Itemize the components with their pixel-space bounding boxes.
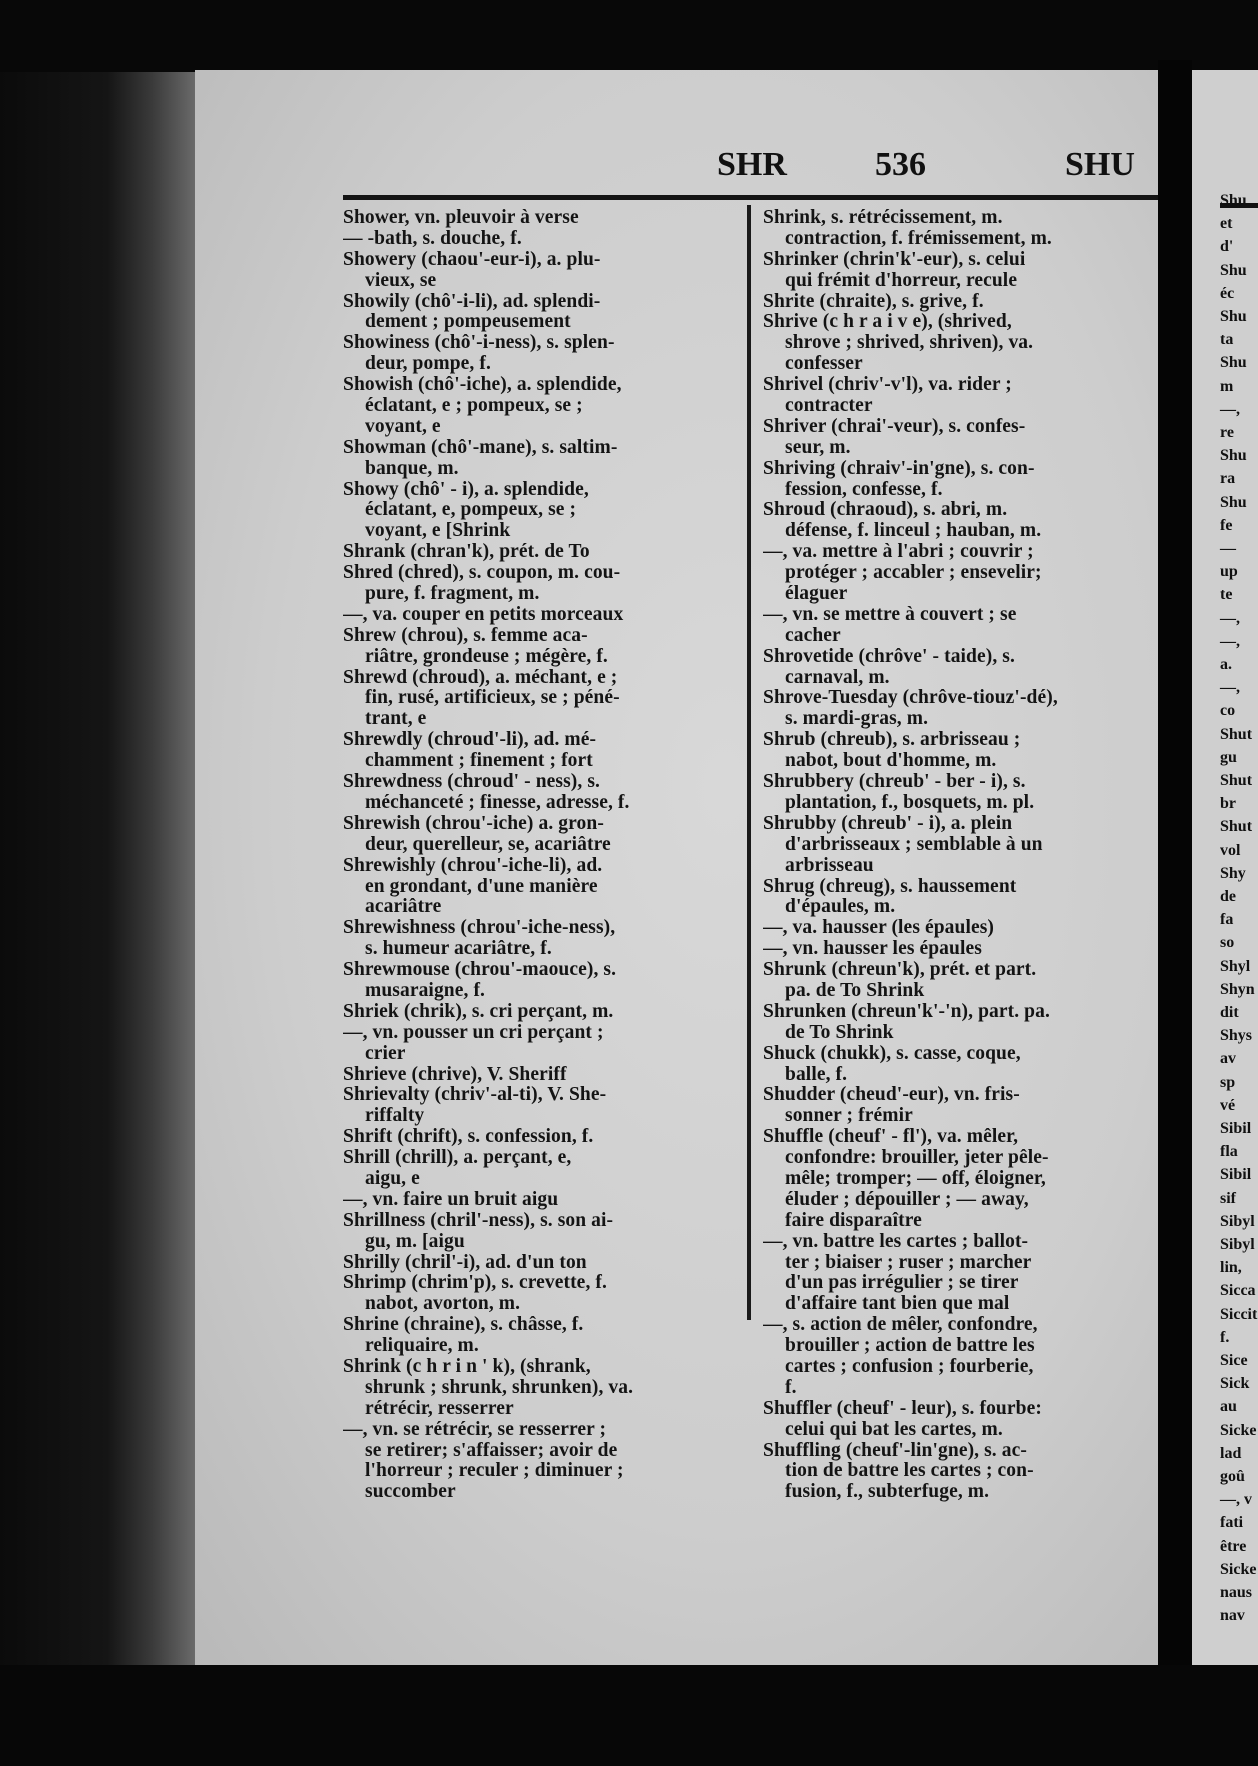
entry-line: Shrivel (chriv'-v'l), va. rider ; [763, 375, 1012, 396]
entry-line: deur, querelleur, se, acariâtre [365, 834, 611, 855]
dictionary-page [195, 70, 1158, 1665]
next-page-entry-stub: f. [1220, 1328, 1230, 1346]
next-page-entry-stub: Shu [1220, 261, 1247, 279]
scan-border-top [0, 0, 1258, 72]
entry-line: voyant, e [365, 416, 441, 437]
entry-line: f. [785, 1377, 797, 1398]
entry-line: Shrink (c h r i n ' k), (shrank, [343, 1356, 591, 1377]
entry-line: Shrunken (chreun'k'-'n), part. pa. [763, 1001, 1050, 1022]
entry-line: deur, pompe, f. [365, 354, 491, 375]
next-page-entry-stub: up [1220, 563, 1238, 581]
next-page-entry-stub: Shu [1220, 354, 1247, 372]
next-page-entry-stub: Siccit [1220, 1305, 1258, 1323]
entry-line: —, vn. hausser les épaules [763, 939, 982, 960]
entry-line: éluder ; dépouiller ; — away, [785, 1189, 1029, 1210]
next-page-entry-stub: nav [1220, 1607, 1245, 1625]
entry-line: gu, m. [aigu [365, 1231, 465, 1252]
entry-line: voyant, e [Shrink [365, 521, 511, 542]
entry-line: Shuffling (cheuf'-lin'gne), s. ac- [763, 1440, 1027, 1461]
next-page-entry-stub: Sick [1220, 1375, 1250, 1393]
entry-line: Shrite (chraite), s. grive, f. [763, 291, 984, 312]
next-page-entry-stub: Shut [1220, 772, 1253, 789]
entry-line: Shrine (chraine), s. châsse, f. [343, 1315, 584, 1336]
next-page-entry-stub: a. [1220, 656, 1232, 673]
next-page-entry-stub: Shu [1220, 192, 1247, 209]
entry-line: Showily (chô'-i-li), ad. splendi- [343, 291, 601, 312]
entry-line: carnaval, m. [785, 667, 890, 688]
entry-line: shrove ; shrived, shriven), va. [785, 333, 1034, 354]
next-page-entry-stub: fe [1220, 516, 1233, 534]
entry-line: Shrift (chrift), s. confession, f. [343, 1127, 594, 1148]
next-page-entry-stub: Shyl [1220, 957, 1251, 975]
entry-line: Shrove-Tuesday (chrôve-tiouz'-dé), [763, 688, 1058, 709]
next-page-entry-stub: —, [1220, 400, 1240, 418]
entry-line: Showery (chaou'-eur-i), a. plu- [343, 249, 601, 270]
next-page-entry-stub: Shu [1220, 447, 1247, 465]
entry-line: Shrunk (chreun'k), prét. et part. [763, 960, 1037, 981]
next-page-entry-stub: —, [1220, 632, 1240, 650]
entry-line: Shriver (chrai'-veur), s. confes- [763, 416, 1026, 437]
next-page-entry-stub: naus [1220, 1584, 1253, 1601]
next-page-entry-stub: ra [1220, 470, 1236, 488]
left-column [343, 208, 733, 1503]
entry-line: méchanceté ; finesse, adresse, f. [365, 792, 630, 813]
next-page-entry-stub: re [1220, 424, 1234, 441]
next-page-entry-stub: éc [1220, 284, 1235, 302]
entry-line: riffalty [365, 1106, 425, 1127]
entry-line: Shrievalty (chriv'-al-ti), V. She- [343, 1085, 607, 1106]
entry-line: acariâtre [365, 897, 442, 918]
entry-line: —, s. action de mêler, confondre, [763, 1315, 1038, 1336]
entry-line: Shrewdly (chroud'-li), ad. mé- [343, 730, 597, 751]
entry-line: éclatant, e ; pompeux, se ; [365, 396, 583, 417]
entry-line: l'horreur ; reculer ; diminuer ; [365, 1461, 624, 1482]
entry-line: aigu, e [365, 1168, 420, 1189]
next-page-entry-stub: br [1220, 795, 1236, 813]
entry-line: contraction, f. frémissement, m. [785, 228, 1052, 249]
entry-line: Showman (chô'-mane), s. saltim- [343, 437, 618, 458]
scan-border-bottom [0, 1665, 1258, 1766]
next-page-entry-stub: être [1220, 1537, 1247, 1555]
entry-line: succomber [365, 1482, 456, 1503]
running-head-left-guide-word: SHR [717, 146, 787, 183]
next-page-entry-stub: Sibil [1220, 1166, 1252, 1184]
entry-line: sonner ; frémir [785, 1106, 913, 1127]
entry-line: —, vn. se mettre à couvert ; se [763, 604, 1017, 625]
entry-line: Showish (chô'-iche), a. splendide, [343, 375, 622, 396]
entry-line: —, vn. se rétrécir, se resserrer ; [343, 1419, 607, 1440]
entry-line: d'affaire tant bien que mal [785, 1294, 1010, 1315]
entry-line: —, vn. faire un bruit aigu [343, 1189, 559, 1210]
entry-line: banque, m. [365, 458, 459, 479]
entry-line: pa. de To Shrink [785, 980, 925, 1001]
entry-line: fusion, f., subterfuge, m. [785, 1482, 990, 1503]
entry-line: brouiller ; action de battre les [785, 1336, 1035, 1357]
entry-line: éclatant, e, pompeux, se ; [365, 500, 577, 521]
next-page-entry-stub: Sibyl [1220, 1212, 1255, 1230]
next-page-entry-stub: d' [1220, 238, 1234, 256]
entry-line: musaraigne, f. [365, 980, 486, 1001]
entry-line: Shuck (chukk), s. casse, coque, [763, 1043, 1021, 1064]
entry-line: Shrewd (chroud), a. méchant, e ; [343, 667, 618, 688]
next-page-entry-stub: —, [1220, 609, 1240, 627]
running-head [345, 146, 1145, 186]
entry-line: rétrécir, resserrer [365, 1398, 514, 1419]
next-page-entry-stub: —, v [1220, 1491, 1252, 1509]
next-page-entry-stub: Shy [1220, 864, 1246, 882]
entry-line: Shrewishness (chrou'-iche-ness), [343, 918, 616, 939]
entry-line: Shrieve (chrive), V. Sheriff [343, 1064, 567, 1085]
entry-line: se retirer; s'affaisser; avoir de [365, 1440, 618, 1461]
entry-line: Shrimp (chrim'p), s. crevette, f. [343, 1273, 607, 1294]
entry-line: contracter [785, 396, 873, 417]
page-number: 536 [875, 146, 926, 183]
entry-line: défense, f. linceul ; hauban, m. [785, 521, 1042, 542]
entry-line: confondre: brouiller, jeter pêle- [785, 1148, 1049, 1169]
book-gutter [1158, 60, 1192, 1766]
entry-line: shrunk ; shrunk, shrunken), va. [365, 1377, 634, 1398]
entry-line: balle, f. [785, 1064, 848, 1085]
entry-line: plantation, f., bosquets, m. pl. [785, 792, 1035, 813]
next-page-entry-stub: so [1220, 934, 1235, 952]
next-page-entry-stub: Sicke [1220, 1421, 1257, 1439]
entry-line: d'un pas irrégulier ; se tirer [785, 1273, 1019, 1294]
next-page-entry-stub: et [1220, 215, 1233, 233]
entry-line: Shudder (cheud'-eur), vn. fris- [763, 1085, 1020, 1106]
entry-line: Shriving (chraiv'-in'gne), s. con- [763, 458, 1035, 479]
next-page-entry-stub: vé [1220, 1096, 1236, 1114]
entry-line: Shrewdness (chroud' - ness), s. [343, 772, 601, 793]
running-head-right-guide-word: SHU [1065, 146, 1135, 183]
entry-line: crier [365, 1043, 406, 1064]
entry-line: vieux, se [365, 270, 437, 291]
entry-line: Shrewishly (chrou'-iche-li), ad. [343, 855, 603, 876]
entry-line: de To Shrink [785, 1022, 894, 1043]
entry-line: Shrub (chreub), s. arbrisseau ; [763, 730, 1021, 751]
entry-line: Shuffler (cheuf' - leur), s. fourbe: [763, 1398, 1042, 1419]
next-page-entry-stub: Sicca [1220, 1282, 1256, 1300]
next-page-entry-stub: sp [1220, 1073, 1236, 1091]
next-page-entry-stub: —, [1220, 679, 1240, 697]
entry-line: fession, confesse, f. [785, 479, 943, 500]
entry-line: d'épaules, m. [785, 897, 896, 918]
next-page-entry-stub: Shut [1220, 818, 1253, 836]
entry-line: en grondant, d'une manière [365, 876, 598, 897]
entry-line: faire disparaître [785, 1210, 922, 1231]
entry-line: Showy (chô' - i), a. splendide, [343, 479, 589, 500]
entry-line: Shriek (chrik), s. cri perçant, m. [343, 1001, 614, 1022]
entry-line: — -bath, s. douche, f. [343, 228, 522, 249]
entry-line: Shrilly (chril'-i), ad. d'un ton [343, 1252, 587, 1273]
next-page-entry-stub: sif [1220, 1189, 1236, 1207]
header-rule [343, 195, 1158, 200]
entry-line: nabot, bout d'homme, m. [785, 751, 997, 772]
entry-line: Shrew (chrou), s. femme aca- [343, 625, 588, 646]
next-page-entry-stub: Shys [1220, 1027, 1253, 1045]
next-page-entry-stub: ta [1220, 331, 1234, 349]
entry-line: Shrug (chreug), s. haussement [763, 876, 1017, 897]
next-page-entry-stub: lad [1220, 1444, 1242, 1462]
next-page-entry-stub: de [1220, 888, 1236, 905]
next-page-entry-stub: Sicke [1220, 1560, 1257, 1578]
entry-line: Shrewmouse (chrou'-maouce), s. [343, 960, 617, 981]
next-page-entry-stub: fa [1220, 911, 1234, 929]
next-page-entry-stub: Shu [1220, 308, 1247, 325]
entry-line: Shroud (chraoud), s. abri, m. [763, 500, 1008, 521]
entry-line: ter ; biaiser ; ruser ; marcher [785, 1252, 1032, 1273]
next-page-entry-stub: lin, [1220, 1259, 1242, 1277]
entry-line: —, va. hausser (les épaules) [763, 918, 995, 939]
entry-line: Shuffle (cheuf' - fl'), va. mêler, [763, 1127, 1019, 1148]
next-page-entry-stub: dit [1220, 1004, 1239, 1021]
next-page-entry-stub: vol [1220, 841, 1241, 859]
right-column [763, 208, 1148, 1503]
entry-line: —, vn. pousser un cri perçant ; [343, 1022, 604, 1043]
entry-line: Shrubby (chreub' - i), a. plein [763, 813, 1013, 834]
entry-line: Shower, vn. pleuvoir à verse [343, 208, 579, 228]
entry-line: tion de battre les cartes ; con- [785, 1461, 1034, 1482]
entry-line: trant, e [365, 709, 427, 730]
next-page-entry-stub: Sice [1220, 1352, 1248, 1369]
entry-line: arbrisseau [785, 855, 874, 876]
entry-line: fin, rusé, artificieux, se ; péné- [365, 688, 620, 709]
next-page-entry-stub: co [1220, 702, 1236, 720]
entry-line: Shrinker (chrin'k'-eur), s. celui [763, 249, 1026, 270]
next-page-entry-stub: Shyn [1220, 980, 1255, 998]
entry-line: pure, f. fragment, m. [365, 584, 540, 605]
entry-line: cartes ; confusion ; fourberie, [785, 1356, 1034, 1377]
next-page-entry-stub: gu [1220, 748, 1237, 766]
entry-line: élaguer [785, 584, 848, 605]
entry-line: d'arbrisseaux ; semblable à un [785, 834, 1043, 855]
entry-line: Shrive (c h r a i v e), (shrived, [763, 312, 1012, 333]
entry-line: protéger ; accabler ; ensevelir; [785, 563, 1042, 584]
entry-line: Shrank (chran'k), prét. de To [343, 542, 590, 563]
next-page-edge [1192, 70, 1258, 1665]
entry-line: nabot, avorton, m. [365, 1294, 521, 1315]
next-page-entry-stub: fati [1220, 1514, 1244, 1532]
entry-line: Shred (chred), s. coupon, m. cou- [343, 563, 621, 584]
next-page-entry-stub: Shu [1220, 493, 1247, 511]
entry-line: s. mardi-gras, m. [785, 709, 929, 730]
next-page-entry-stub: goû [1220, 1468, 1245, 1485]
entry-line: —, va. mettre à l'abri ; couvrir ; [763, 542, 1034, 563]
entry-line: celui qui bat les cartes, m. [785, 1419, 1003, 1440]
entry-line: Shrovetide (chrôve' - taide), s. [763, 646, 1015, 667]
entry-line: Shrewish (chrou'-iche) a. gron- [343, 813, 604, 834]
entry-line: —, vn. battre les cartes ; ballot- [763, 1231, 1029, 1252]
next-page-entry-stub: av [1220, 1050, 1236, 1068]
entry-line: mêle; tromper; — off, éloigner, [785, 1168, 1046, 1189]
entry-line: Shrubbery (chreub' - ber - i), s. [763, 772, 1026, 793]
next-page-entry-stub: — [1220, 540, 1236, 557]
entry-line: Shrillness (chril'-ness), s. son ai- [343, 1210, 614, 1231]
entry-line: dement ; pompeusement [365, 312, 571, 333]
next-page-entry-stub: Sibyl [1220, 1236, 1255, 1253]
next-page-entry-stub: te [1220, 586, 1233, 604]
entry-line: Shrink, s. rétrécissement, m. [763, 208, 1003, 228]
next-page-entry-stub: m [1220, 377, 1234, 395]
entry-line: seur, m. [785, 437, 851, 458]
entry-line: Showiness (chô'-i-ness), s. splen- [343, 333, 615, 354]
entry-line: chamment ; finement ; fort [365, 751, 593, 772]
entry-line: cacher [785, 625, 841, 646]
entry-line: confesser [785, 354, 863, 375]
entry-line: —, va. couper en petits morceaux [343, 604, 624, 625]
column-divider [747, 205, 751, 1320]
entry-line: Shrill (chrill), a. perçant, e, [343, 1148, 572, 1169]
scan-border-left [0, 72, 195, 1766]
entry-line: riâtre, grondeuse ; mégère, f. [365, 646, 608, 667]
next-page-entry-stub: fla [1220, 1143, 1238, 1161]
entry-line: qui frémit d'horreur, recule [785, 270, 1018, 291]
entry-line: reliquaire, m. [365, 1336, 479, 1357]
next-page-entry-stub: Sibil [1220, 1120, 1252, 1137]
next-page-entry-stub: au [1220, 1398, 1237, 1416]
next-page-entry-stub: Shut [1220, 725, 1253, 743]
entry-line: s. humeur acariâtre, f. [365, 939, 552, 960]
